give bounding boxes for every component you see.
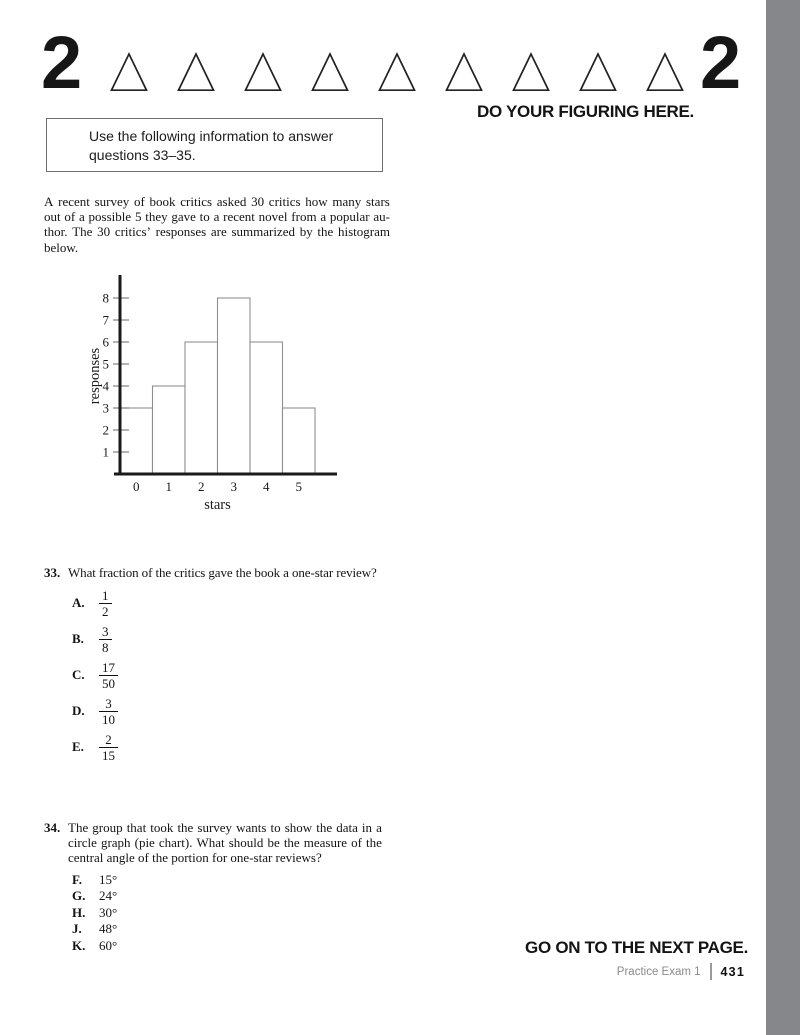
question-number: 33.	[44, 565, 61, 580]
svg-text:8: 8	[102, 290, 109, 306]
answer-option-c	[72, 660, 404, 690]
option-letter: F.	[72, 871, 82, 887]
intro-line: below.	[44, 239, 79, 255]
page-footer	[617, 963, 745, 980]
answer-option-h	[72, 905, 390, 922]
option-letter: D.	[72, 703, 85, 719]
section-number-left: 2	[41, 21, 83, 104]
svg-text:7: 7	[102, 312, 109, 328]
histogram	[85, 270, 355, 523]
go-on-note: GO ON TO THE NEXT PAGE.	[525, 938, 748, 957]
intro-paragraph	[44, 194, 390, 255]
question-text: What fraction of the critics gave the book a one-star review?	[68, 565, 377, 580]
fraction: $\frac{1}{2}$	[99, 589, 112, 618]
svg-text:5: 5	[102, 356, 109, 372]
option-letter: A.	[72, 595, 85, 611]
svg-text:2: 2	[198, 479, 205, 494]
triangle-icon	[109, 51, 149, 93]
option-letter: C.	[72, 667, 85, 683]
intro-line: thor. The 30 critics’ responses are summarized by the histogram	[44, 224, 390, 240]
option-letter: E.	[72, 739, 84, 755]
question-34	[44, 820, 390, 955]
svg-text:1: 1	[102, 444, 109, 460]
intro-line: A recent survey of book critics asked 30 critics how many stars	[44, 194, 390, 209]
footer-exam-label: Practice Exam 1	[616, 965, 701, 978]
instruction-line-1: Use the following information to answer	[89, 128, 334, 144]
histogram-svg	[85, 270, 355, 518]
answer-option-e	[72, 732, 404, 762]
svg-text:4: 4	[263, 479, 270, 494]
svg-text:3: 3	[102, 400, 109, 416]
answer-options	[44, 588, 404, 762]
answer-options	[44, 872, 390, 955]
intro-line: out of a possible 5 they gave to a recent novel from a popular au-	[44, 209, 390, 225]
triangle-icon	[377, 51, 417, 93]
triangle-icon	[243, 51, 283, 93]
section-number-right: 2	[700, 21, 742, 104]
answer-option-b	[72, 624, 404, 654]
question-33	[44, 565, 404, 768]
triangle-icon	[645, 51, 685, 93]
option-value: 48°	[99, 921, 118, 937]
option-letter: H.	[72, 904, 86, 920]
svg-text:6: 6	[102, 334, 109, 350]
option-value: 15°	[99, 871, 118, 887]
fraction: $\frac{2}{15}$	[99, 733, 118, 762]
svg-text:3: 3	[230, 479, 237, 494]
svg-text:1: 1	[165, 479, 172, 494]
triangle-row	[109, 51, 685, 93]
answer-option-g	[72, 888, 390, 905]
triangle-icon	[310, 51, 350, 93]
answer-option-f	[72, 872, 390, 889]
option-letter: G.	[72, 888, 86, 904]
option-letter: B.	[72, 631, 84, 647]
answer-option-j	[72, 921, 390, 938]
footer-divider	[710, 963, 712, 980]
fraction: $\frac{3}{8}$	[99, 625, 112, 654]
option-letter: K.	[72, 937, 86, 953]
svg-text:4: 4	[102, 378, 109, 394]
answer-option-k	[72, 938, 390, 955]
footer-page-number: 431	[720, 964, 745, 979]
answer-option-d	[72, 696, 404, 726]
option-value: 30°	[99, 904, 118, 920]
option-value: 24°	[99, 888, 118, 904]
option-letter: J.	[72, 921, 82, 937]
answer-option-a	[72, 588, 404, 618]
triangle-icon	[511, 51, 551, 93]
option-value: 60°	[99, 937, 118, 953]
triangle-icon	[578, 51, 618, 93]
svg-text:2: 2	[102, 422, 109, 438]
instruction-line-2: questions 33–35.	[89, 147, 196, 163]
fraction: $\frac{17}{50}$	[99, 661, 118, 690]
page-edge-strip	[766, 0, 800, 1035]
svg-text:responses: responses	[87, 347, 103, 405]
question-number: 34.	[44, 820, 61, 835]
instruction-box	[46, 118, 383, 172]
fraction: $\frac{3}{10}$	[99, 697, 118, 726]
figuring-note: DO YOUR FIGURING HERE.	[477, 102, 694, 121]
question-text: The group that took the survey wants to show the data in a circle graph (pie chart). What should be the measure of the central angle of the portion for one-star reviews?	[68, 820, 382, 866]
svg-text:0: 0	[133, 479, 140, 494]
svg-text:5: 5	[295, 479, 302, 494]
svg-text:stars: stars	[204, 497, 231, 513]
triangle-icon	[444, 51, 484, 93]
triangle-icon	[176, 51, 216, 93]
